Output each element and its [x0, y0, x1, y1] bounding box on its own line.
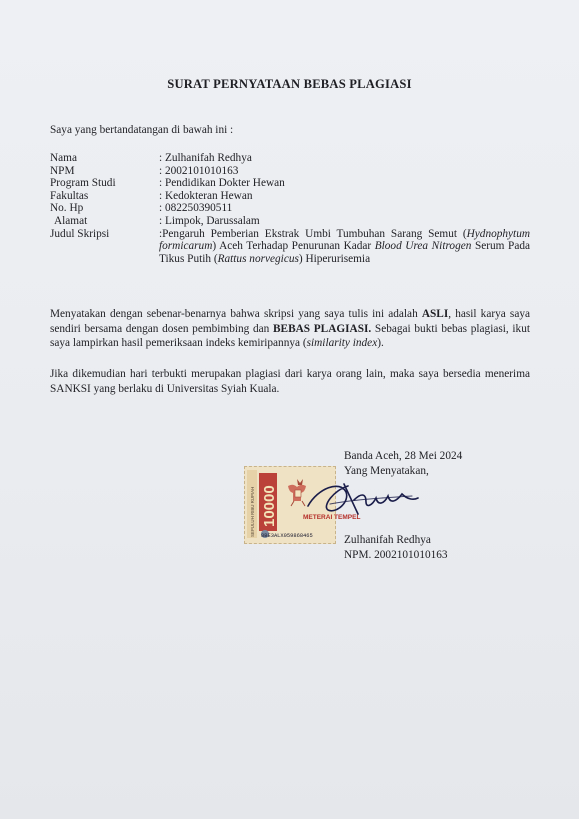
signer-npm: NPM. 2002101010163	[344, 548, 448, 561]
field-value: : Zulhanifah Redhya	[159, 152, 252, 164]
stamp-words: METERAI TEMPEL	[303, 514, 361, 521]
thesis-title-text: ) Aceh Terhadap Penurunan Kadar	[212, 240, 375, 253]
thesis-title	[159, 228, 530, 266]
field-judul-skripsi	[50, 228, 530, 266]
statement-text: ).	[377, 337, 384, 349]
statement-italic: similarity index	[306, 337, 378, 349]
thesis-title-text: ) Hiperurisemia	[298, 252, 371, 265]
field-value: : 2002101010163	[159, 164, 239, 177]
field-label: NPM	[50, 164, 75, 177]
statement-text: Menyatakan dengan sebenar-benarnya bahwa skripsi yang saya tulis ini adalah	[50, 308, 422, 320]
field-value: : 082250390511	[159, 202, 233, 215]
field-label: Fakultas	[50, 189, 89, 202]
place-date: Banda Aceh, 28 Mei 2024	[344, 450, 463, 462]
thesis-title-text: :Pengaruh Pemberian Ekstrak Umbi Tumbuhan Sarang Semut (	[159, 227, 467, 240]
thesis-title-text: Serum Pada Tikus Putih (	[159, 240, 530, 265]
handwritten-signature	[300, 470, 420, 520]
sanction-paragraph: Jika dikemudian hari terbukti merupakan plagiasi dari karya orang lain, maka saya bersedia menerima SANKSI yang berlaku di Universitas Syiah Kuala.	[50, 368, 530, 395]
field-alamat	[50, 215, 530, 228]
field-label: No. Hp	[50, 202, 84, 215]
document-title: SURAT PERNYATAAN BEBAS PLAGIASI	[167, 77, 412, 91]
statement-text: Sebagai bukti bebas plagiasi, ikut saya lampirkan hasil pemeriksaan indeks kemiripannya (	[50, 322, 530, 349]
closing-text: Yang Menyatakan,	[344, 464, 429, 477]
field-no-hp	[50, 202, 530, 215]
statement-bold: ASLI	[421, 308, 449, 320]
field-label: Alamat	[54, 214, 88, 227]
field-value: : Pendidikan Dokter Hewan	[159, 177, 285, 190]
thesis-title-term: Blood Urea Nitrogen	[374, 240, 472, 253]
field-label: Nama	[50, 152, 77, 164]
field-nama	[50, 152, 530, 165]
field-label: Judul Skripsi	[50, 227, 110, 240]
field-fakultas	[50, 190, 530, 203]
field-value: : Limpok, Darussalam	[159, 214, 260, 227]
statement-text: , hasil karya saya sendiri bersama dengan dosen pembimbing dan	[50, 308, 530, 335]
thesis-title-species: Rattus norvegicus	[217, 252, 299, 265]
field-program-studi	[50, 177, 530, 190]
stamp-value: 10000	[261, 485, 278, 527]
stamp-side-text: SEPULUH RIBU RUPIAH	[250, 486, 255, 537]
signer-block	[344, 533, 448, 562]
signer-name: Zulhanifah Redhya	[344, 534, 431, 546]
thesis-title-species: Hydnophytum formicarum	[159, 227, 530, 253]
identity-fields	[50, 152, 530, 265]
field-npm	[50, 165, 530, 178]
stamp-serial: 8BE3ALX059868465	[261, 533, 313, 539]
field-value: : Kedokteran Hewan	[159, 189, 253, 202]
field-label: Program Studi	[50, 177, 116, 190]
statement-paragraph	[50, 307, 530, 351]
intro-text: Saya yang bertandatangan di bawah ini :	[50, 124, 234, 136]
statement-bold: BEBAS PLAGIASI.	[273, 322, 372, 335]
